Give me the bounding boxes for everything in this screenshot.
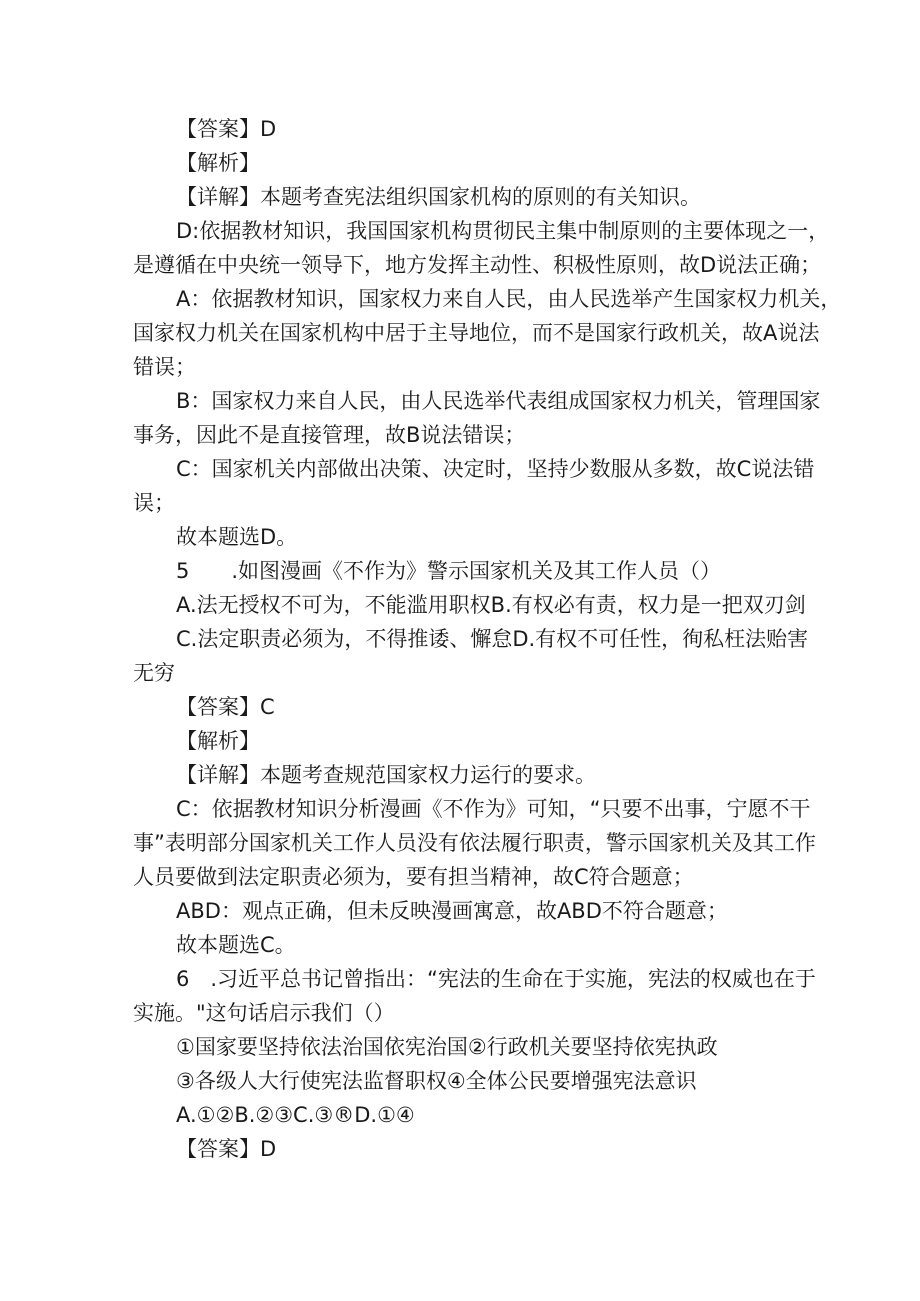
question-6-statements: ①国家要坚持依法治国依宪治国②行政机关要坚持依宪执政 (176, 1035, 718, 1059)
explanation-line: B：国家权力来自人民，由人民选举代表组成国家权力机关，管理国家 (176, 389, 821, 413)
explanation-line: 人员要做到法定职责必须为，要有担当精神，故C符合题意； (133, 865, 694, 889)
explanation-line: ABD：观点正确，但未反映漫画寓意，故ABD不符合题意； (176, 899, 728, 923)
question-5-options: C.法定职责必须为，不得推诿、懈怠D.有权不可任性，徇私枉法贻害 (176, 627, 809, 651)
question-6-stem: 实施。"这句话启示我们（） (133, 1001, 395, 1025)
question-6-options: A.①②B.②③C.③®D.①④ (176, 1103, 415, 1127)
explanation-line: D:依据教材知识，我国国家机构贯彻民主集中制原则的主要体现之一， (176, 219, 830, 243)
question-6-stem: 6 .习近平总书记曾指出：“宪法的生命在于实施，宪法的权威也在于 (176, 967, 816, 991)
analysis-label-q4: 【解析】 (176, 151, 260, 175)
question-5-stem: 5 .如图漫画《不作为》警示国家机关及其工作人员（） (176, 559, 722, 583)
explanation-line: 是遵循在中央统一领导下，地方发挥主动性、积极性原则，故D说法正确； (133, 253, 822, 277)
answer-label-q4: 【答案】D (176, 117, 277, 141)
explanation-line: A：依据教材知识，国家权力来自人民，由人民选举产生国家权力机关， (176, 287, 842, 311)
explanation-line: 国家权力机关在国家机构中居于主导地位，而不是国家行政机关，故A说法 (133, 321, 820, 345)
answer-label-q5: 【答案】C (176, 695, 275, 719)
question-5-options: A.法无授权不可为，不能滥用职权B.有权必有责，权力是一把双刃剑 (176, 593, 806, 617)
conclusion-line-q5: 故本题选C。 (176, 933, 296, 957)
explanation-line: C：国家机关内部做出决策、决定时，坚持少数服从多数，故C说法错 (176, 457, 815, 481)
answer-label-q6: 【答案】D (176, 1137, 277, 1161)
explanation-line: 误； (133, 491, 175, 515)
explanation-line: 错误； (133, 355, 196, 379)
analysis-label-q5: 【解析】 (176, 729, 260, 753)
explanation-line: 事”表明部分国家机关工作人员没有依法履行职责，警示国家机关及其工作 (133, 831, 816, 855)
question-5-options: 无穷 (133, 661, 175, 685)
explanation-line: 事务，因此不是直接管理，故B说法错误； (133, 423, 526, 447)
detail-line-q5: 【详解】本题考查规范国家权力运行的要求。 (176, 763, 596, 787)
question-6-statements: ③各级人大行使宪法监督职权④全体公民要增强宪法意识 (176, 1069, 697, 1093)
explanation-line: C：依据教材知识分析漫画《不作为》可知，“只要不出事，宁愿不干 (176, 797, 811, 821)
conclusion-line-q4: 故本题选D。 (176, 525, 298, 549)
detail-line-q4: 【详解】本题考查宪法组织国家机构的原则的有关知识。 (176, 185, 701, 209)
